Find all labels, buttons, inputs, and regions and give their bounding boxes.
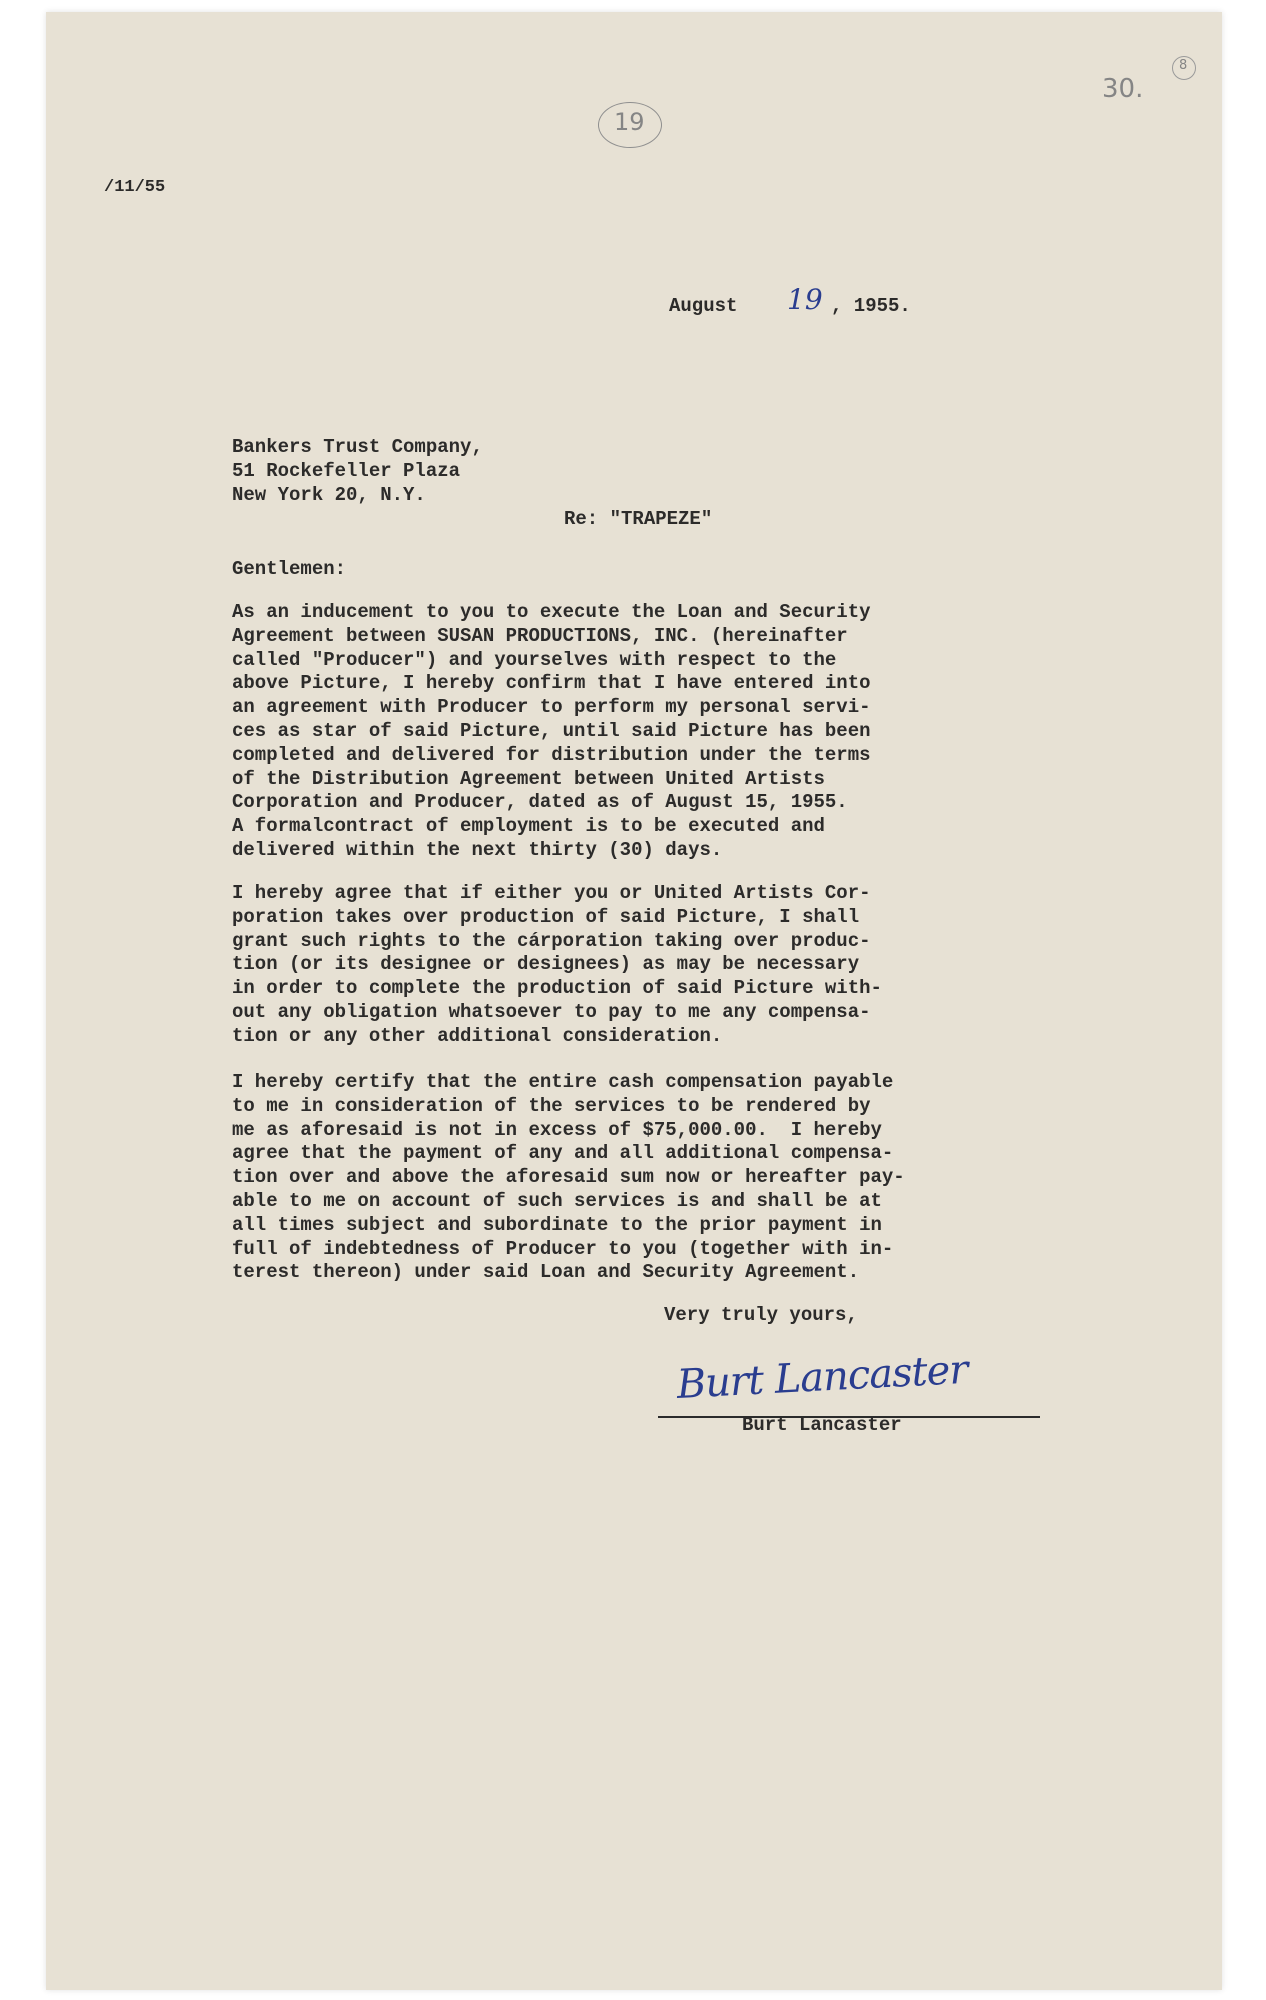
body-line: Corporation and Producer, dated as of August 15, 1955. xyxy=(232,791,848,814)
date-month: August xyxy=(669,295,738,317)
body-line: called "Producer") and yourselves with respect to the xyxy=(232,648,837,671)
body-line: ces as star of said Picture, until said Picture has been xyxy=(232,719,871,742)
body-line: poration takes over production of said Picture, I shall xyxy=(232,905,860,928)
body-line: full of indebtedness of Producer to you (together with in- xyxy=(232,1237,894,1260)
date-line xyxy=(669,283,1089,319)
addressee-line: New York 20, N.Y. xyxy=(232,483,426,506)
corner-mark: 8 xyxy=(1179,58,1188,73)
typed-signature-name: Burt Lancaster xyxy=(742,1414,902,1436)
body-line: tion over and above the aforesaid sum now or hereafter pay- xyxy=(232,1166,905,1189)
body-line: Agreement between SUSAN PRODUCTIONS, INC. (hereinafter xyxy=(232,624,848,647)
body-line: terest thereon) under said Loan and Security Agreement. xyxy=(232,1261,860,1284)
body-line: an agreement with Producer to perform my personal servi- xyxy=(232,696,871,719)
corner-page-number: 30. xyxy=(1102,74,1144,104)
subject-line: Re: "TRAPEZE" xyxy=(564,508,713,530)
body-line: A formalcontract of employment is to be executed and xyxy=(232,815,825,838)
handwritten-signature: Burt Lancaster xyxy=(675,1346,969,1408)
date-day-handwritten: 19 xyxy=(787,283,823,316)
body-line: to me in consideration of the services to be rendered by xyxy=(232,1094,871,1117)
addressee-line: Bankers Trust Company, xyxy=(232,436,483,458)
body-line: able to me on account of such services is and shall be at xyxy=(232,1189,882,1212)
date-year: , 1955. xyxy=(831,295,911,317)
circled-number: 19 xyxy=(614,108,645,136)
body-line: As an inducement to you to execute the Loan and Security xyxy=(232,601,871,623)
body-line: in order to complete the production of said Picture with- xyxy=(232,977,882,1000)
body-line: I hereby agree that if either you or United Artists Cor- xyxy=(232,882,871,904)
letter-page xyxy=(46,12,1222,1990)
closing: Very truly yours, xyxy=(664,1304,858,1326)
body-line: tion (or its designee or designees) as may be necessary xyxy=(232,953,860,976)
reference-code: /11/55 xyxy=(104,178,166,197)
body-line: tion or any other additional consideration. xyxy=(232,1024,723,1047)
addressee-line: 51 Rockefeller Plaza xyxy=(232,459,461,482)
addressee-block xyxy=(232,436,483,507)
body-line: completed and delivered for distribution under the terms xyxy=(232,743,871,766)
body-line: all times subject and subordinate to the prior payment in xyxy=(232,1213,882,1236)
body-line: I hereby certify that the entire cash compensation payable xyxy=(232,1071,894,1093)
body-paragraph-3 xyxy=(232,1071,905,1285)
body-line: above Picture, I hereby confirm that I have entered into xyxy=(232,672,871,695)
body-line: of the Distribution Agreement between United Artists xyxy=(232,767,825,790)
body-line: agree that the payment of any and all additional compensa- xyxy=(232,1142,894,1165)
body-paragraph-1 xyxy=(232,601,871,863)
salutation: Gentlemen: xyxy=(232,558,347,580)
body-line: delivered within the next thirty (30) days. xyxy=(232,838,723,861)
body-paragraph-2 xyxy=(232,882,882,1049)
body-line: out any obligation whatsoever to pay to me any compensa- xyxy=(232,1000,871,1023)
body-line: grant such rights to the cárporation taking over produc- xyxy=(232,929,871,952)
body-line: me as aforesaid is not in excess of $75,000.00. I hereby xyxy=(232,1118,882,1141)
